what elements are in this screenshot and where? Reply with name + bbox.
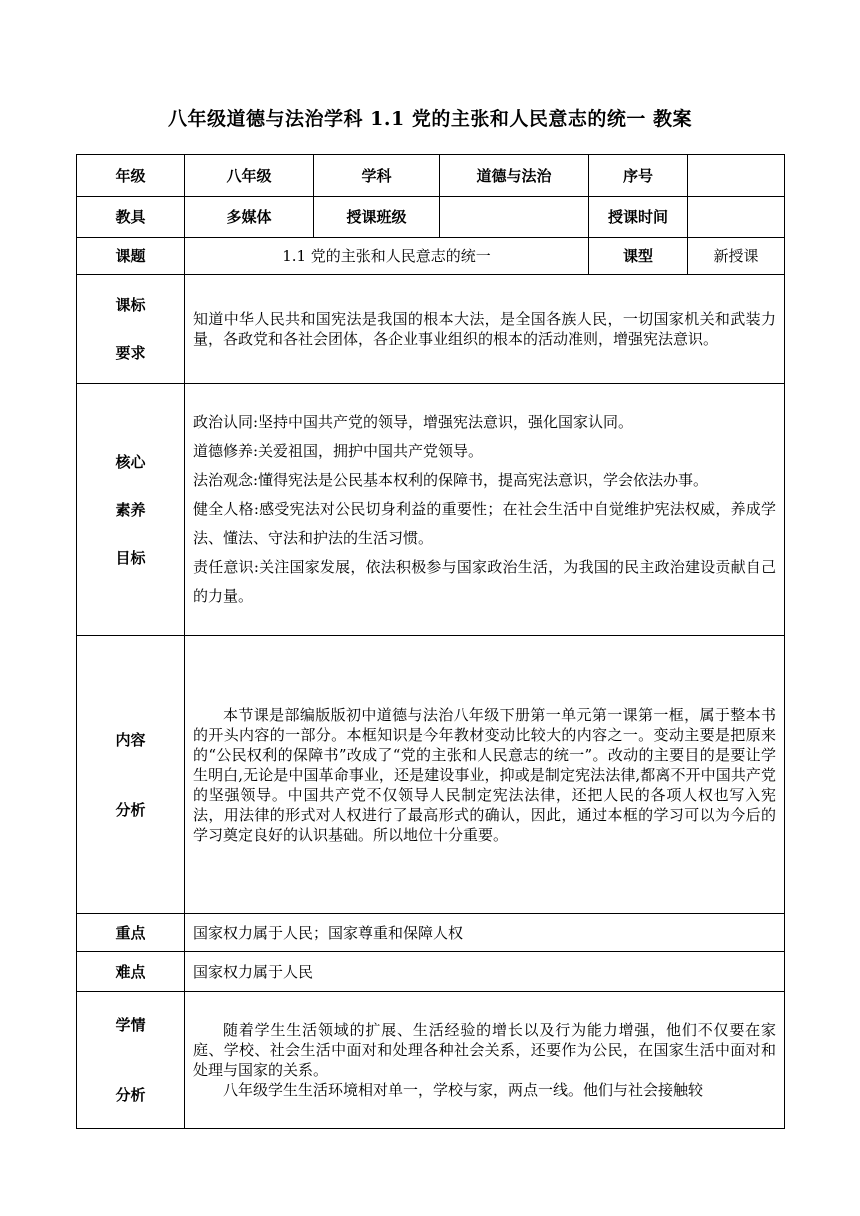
- table-row: [77, 992, 785, 1129]
- students-text: 八年级学生生活环境相对单一，学校与家，两点一线。他们与社会接触较: [223, 1081, 704, 1099]
- type-label: 课型: [589, 238, 688, 275]
- subject-value: 道德与法治: [440, 155, 589, 197]
- content-label-cell: [77, 636, 185, 914]
- topic-label: 课题: [77, 238, 185, 275]
- content-analysis: [185, 636, 785, 914]
- key-point-label: 重点: [77, 914, 185, 952]
- students-label: 分析: [115, 1086, 146, 1104]
- table-row: [77, 275, 785, 384]
- students-text: 随着学生生活领域的扩展、生活经验的增长以及行为能力增强，他们不仅要在家庭、学校、社会生活中面对和处理各种社会关系，还要作为公民，在国家生活中面对和处理与国家的关系。: [193, 1021, 776, 1079]
- literacy-label: 素养: [115, 500, 146, 519]
- literacy-item: 责任意识:关注国家发展，依法积极参与国家政治生活，为我国的民主政治建设贡献自己的力量。: [193, 558, 776, 605]
- class-value: [440, 197, 589, 238]
- type-value: 新授课: [688, 238, 785, 275]
- table-row: [77, 914, 785, 952]
- table-row: [77, 384, 785, 636]
- lesson-plan-table: [76, 154, 785, 1129]
- literacy-item: 健全人格:感受宪法对公民切身利益的重要性；在社会生活中自觉维护宪法权威，养成学法、懂法、守法和护法的生活习惯。: [193, 500, 776, 547]
- tools-value: 多媒体: [185, 197, 314, 238]
- standard-text: 知道中华人民共和国宪法是我国的根本大法，是全国各族人民，一切国家机关和武装力量，各政党和各社会团体，各企业事业组织的根本的活动准则，增强宪法意识。: [185, 275, 785, 384]
- standard-label: 要求: [115, 344, 146, 362]
- content-label: 内容: [115, 730, 146, 749]
- difficulty-text: 国家权力属于人民: [185, 952, 785, 992]
- students-analysis: [185, 992, 785, 1129]
- subject-label: 学科: [314, 155, 440, 197]
- table-row: [77, 238, 785, 275]
- grade-value: 八年级: [185, 155, 314, 197]
- literacy-label: 核心: [115, 452, 146, 471]
- literacy-item: 道德修养:关爱祖国，拥护中国共产党领导。: [193, 442, 484, 460]
- grade-label: 年级: [77, 155, 185, 197]
- students-label: 学情: [115, 1016, 146, 1034]
- key-point-text: 国家权力属于人民；国家尊重和保障人权: [185, 914, 785, 952]
- table-row: [77, 952, 785, 992]
- table-row: [77, 197, 785, 238]
- literacy-label-cell: [77, 384, 185, 636]
- literacy-goals: [185, 384, 785, 636]
- students-label-cell: [77, 992, 185, 1129]
- table-row: [77, 155, 785, 197]
- content-label: 分析: [115, 800, 146, 819]
- content-text: 本节课是部编版版初中道德与法治八年级下册第一单元第一课第一框，属于整本书的开头内容的一部分。本框知识是今年教材变动比较大的内容之一。变动主要是把原来的“公民权利的保障书”改成了“党的主张和人民意志的统一”。改动的主要目的是要让学生明白,无论是中国革命事业，还是建设事业，抑或是制定宪法法律,都离不开中国共产党的坚强领导。中国共产党不仅领导人民制定宪法法律，还把人民的各项人权也写入宪法，用法律的形式对人权进行了最高形式的确认，因此，通过本框的学习可以为今后的学习奠定良好的认识基础。所以地位十分重要。: [193, 705, 776, 844]
- serial-label: 序号: [589, 155, 688, 197]
- class-label: 授课班级: [314, 197, 440, 238]
- page-title: 八年级道德与法治学科 1.1 党的主张和人民意志的统一 教案: [168, 108, 692, 130]
- literacy-item: 政治认同:坚持中国共产党的领导，增强宪法意识，强化国家认同。: [193, 413, 634, 431]
- topic-value: 1.1 党的主张和人民意志的统一: [185, 238, 589, 275]
- literacy-label: 目标: [115, 548, 146, 567]
- serial-value: [688, 155, 785, 197]
- time-label: 授课时间: [589, 197, 688, 238]
- literacy-item: 法治观念:懂得宪法是公民基本权利的保障书，提高宪法意识，学会依法办事。: [193, 471, 709, 489]
- standard-label: 课标: [115, 296, 146, 314]
- table-row: [77, 636, 785, 914]
- standard-label-cell: [77, 275, 185, 384]
- time-value: [688, 197, 785, 238]
- difficulty-label: 难点: [77, 952, 185, 992]
- tools-label: 教具: [77, 197, 185, 238]
